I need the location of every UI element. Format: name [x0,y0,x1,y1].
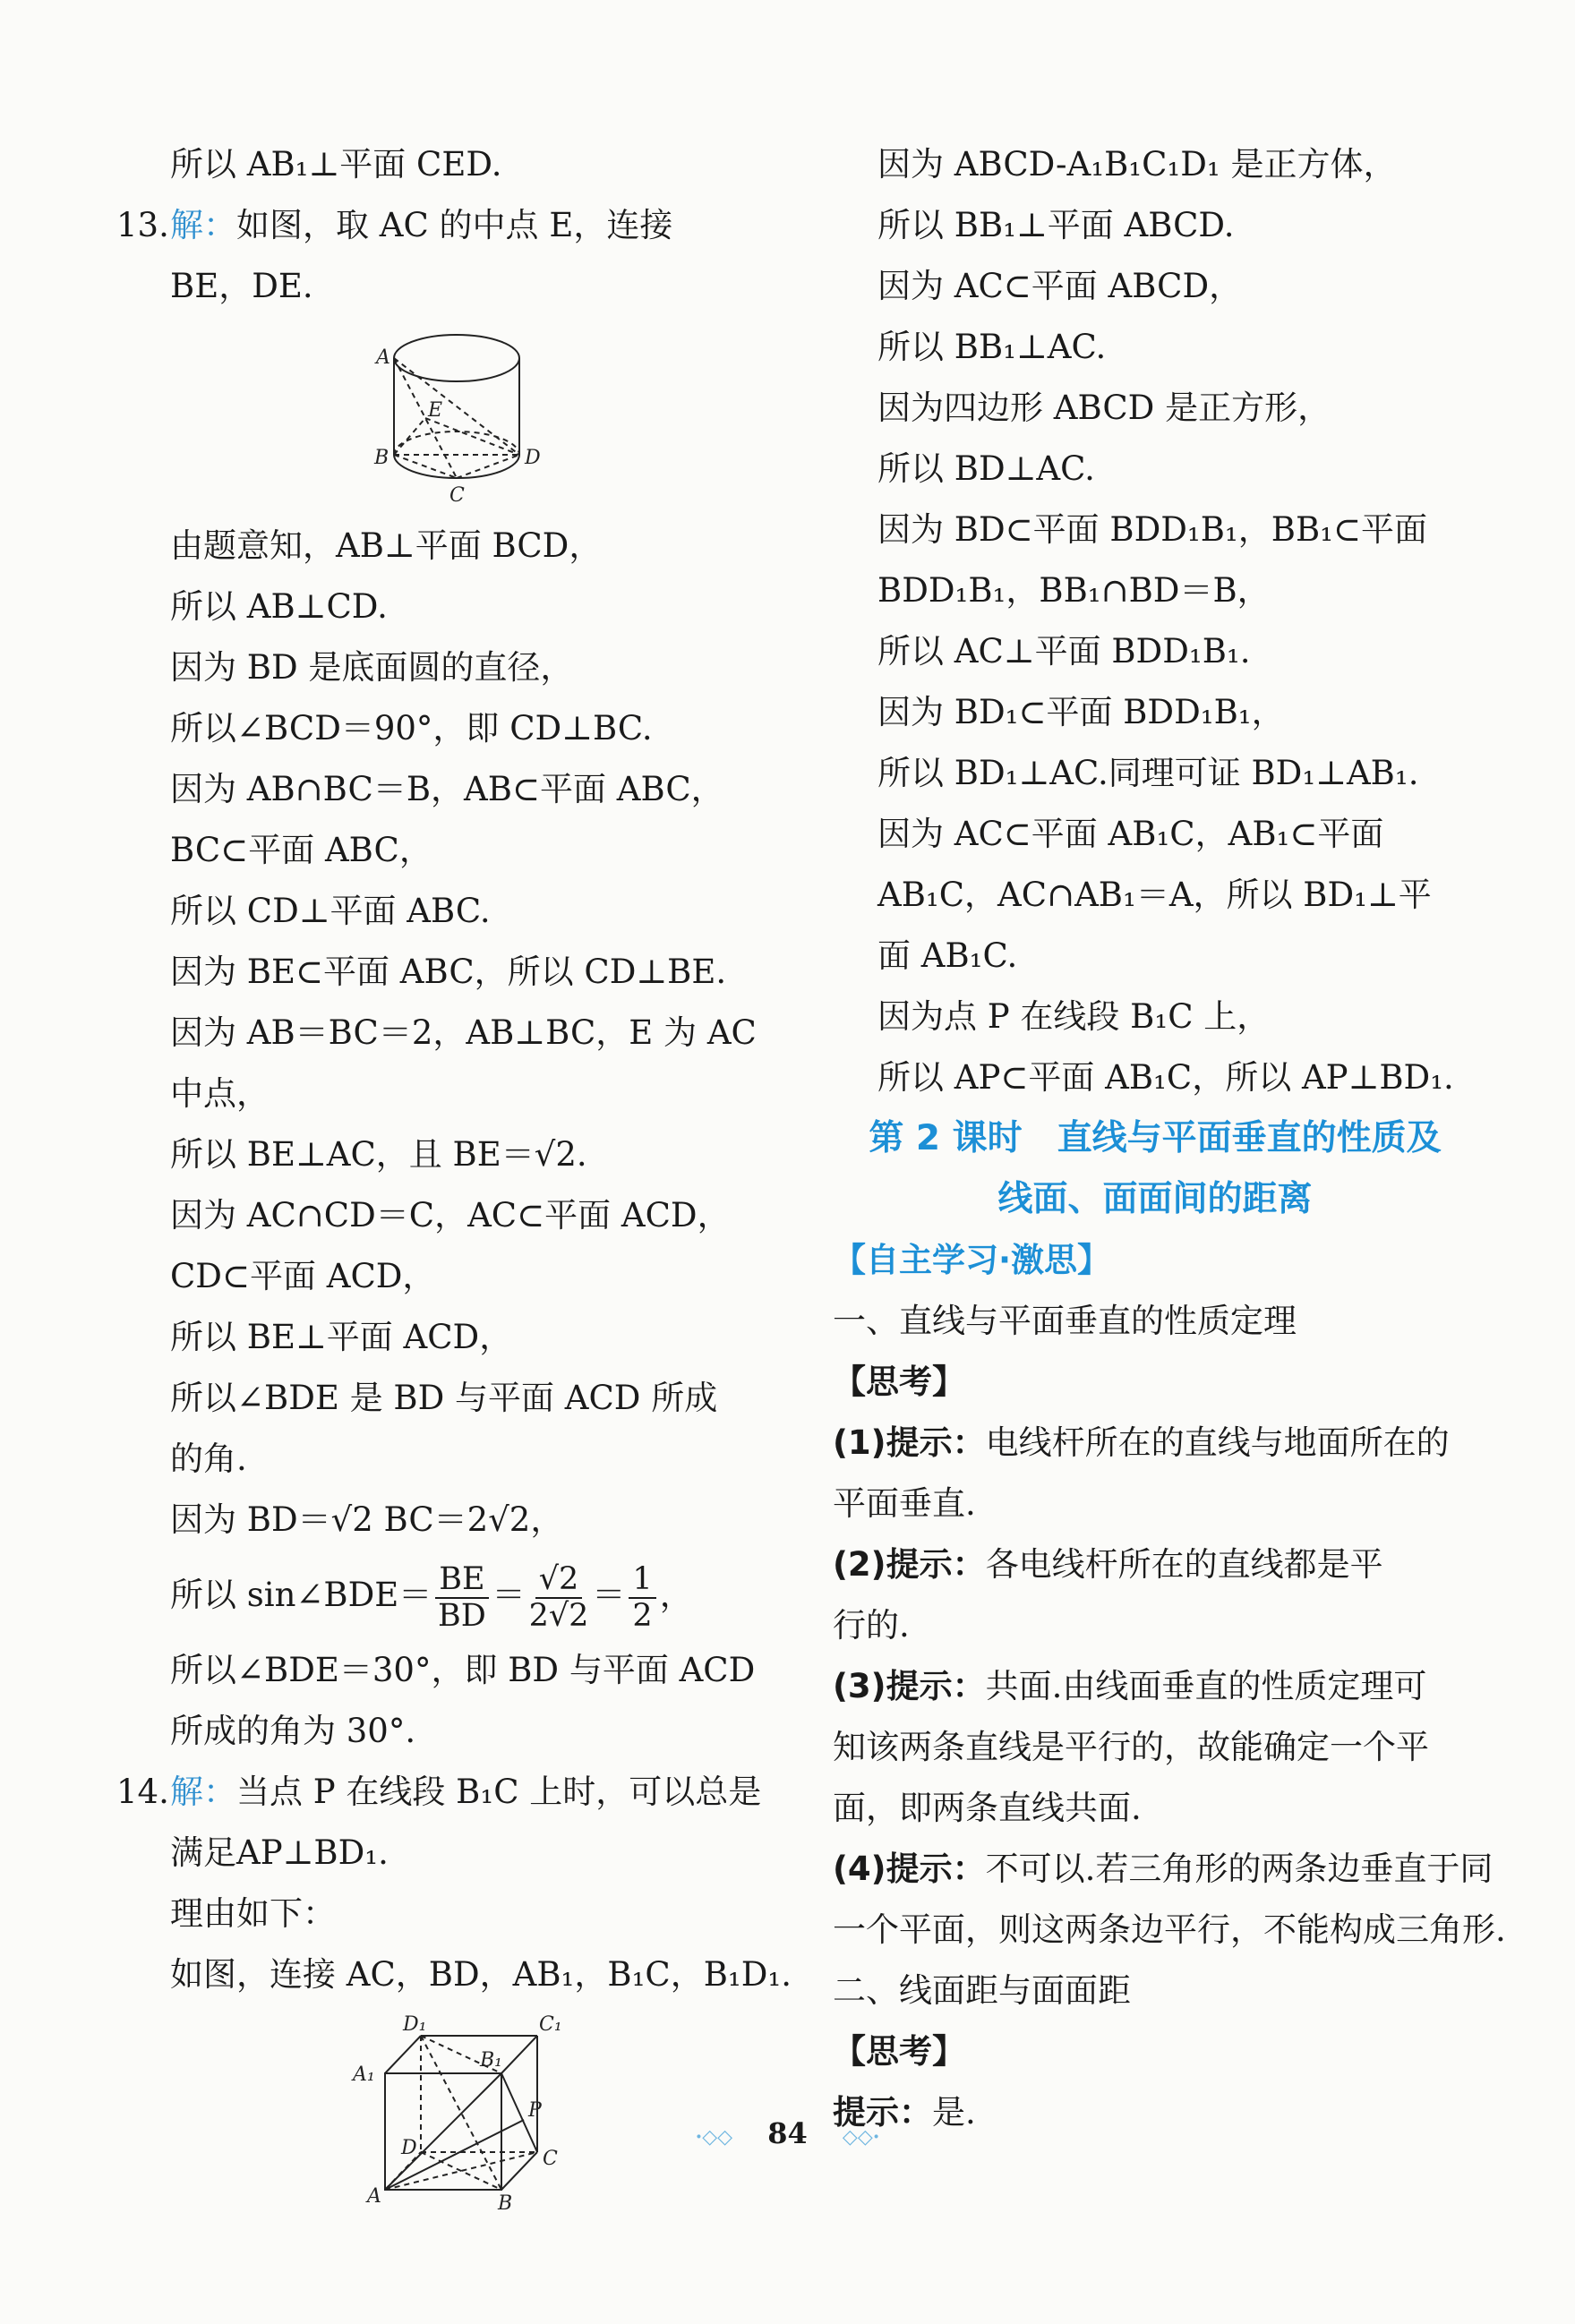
question-13-line [116,195,761,256]
text-line: 满足AP⊥BD₁. [170,1833,389,1872]
text-line: 面 AB₁C. [877,936,1018,975]
fraction-numerator: √2 [535,1562,583,1599]
question-number: 14. [116,1773,169,1811]
text-line: BDD₁B₁，BB₁∩BD＝B， [877,571,1271,610]
fraction-be-bd [435,1562,488,1633]
text-line: 由题意知，AB⊥平面 BCD， [170,526,603,565]
page-number: 84 [767,2116,808,2150]
fraction-denominator: BD [438,1597,486,1634]
text-line: 的角. [170,1440,247,1478]
text-line: 所以∠BCD＝90°，即 CD⊥BC. [170,709,653,748]
think-heading: 【思考】 [833,1363,965,1401]
text-line: 当点 P 在线段 B₁C 上时，可以总是 [236,1773,762,1811]
label-A: A [367,2185,381,2208]
fraction-numerator: 1 [629,1562,655,1599]
hint-text: 各电线杆所在的直线都是平 [985,1545,1383,1584]
hint-label: (3)提示： [833,1667,986,1705]
right-column [833,134,1506,2143]
hint-line [833,1778,1477,1839]
text-line: 所以 BB₁⊥平面 ABCD. [877,206,1235,244]
solution-tag: 解： [170,206,236,244]
text-line: 所以 AB₁⊥平面 CED. [170,145,502,184]
label-A: A [376,346,390,369]
hint-label: 提示： [833,2093,932,2132]
heading-distance: 二、线面距与面面距 [833,1971,1131,2010]
text-line: 因为 AC∩CD＝C，AC⊂平面 ACD， [170,1196,731,1235]
equals-sign: ＝ [492,1576,526,1614]
text-line: 所以 AC⊥平面 BDD₁B₁. [877,632,1251,671]
hint-line [833,1900,1506,1961]
hint-text: 平面垂直. [833,1484,976,1523]
hint-line [833,1595,1477,1656]
think-heading: 【思考】 [833,2032,965,2071]
fraction-denominator: 2 [632,1597,653,1634]
text-line: 因为四边形 ABCD 是正方形， [877,389,1331,427]
hint-label: (4)提示： [833,1850,986,1888]
hint-text: 面，即两条直线共面. [833,1789,1142,1827]
footer-decoration-right: ◇◇· [842,2125,880,2149]
fraction-half [629,1562,655,1633]
text-line: 因为 AC⊂平面 AB₁C，AB₁⊂平面 [877,815,1384,853]
hint-text: 电线杆所在的直线与地面所在的 [985,1423,1450,1462]
hint-line [833,1717,1477,1778]
text-line: 中点， [170,1074,270,1113]
text-line: CD⊂平面 ACD， [170,1257,436,1295]
hint-line [833,1656,1477,1717]
question-number: 13. [116,206,169,244]
text-line: 所以 BE⊥平面 ACD， [170,1318,513,1356]
text-line: 所以 BB₁⊥AC. [877,328,1107,366]
text-line: 因为点 P 在线段 B₁C 上， [877,997,1271,1036]
hint-label: (1)提示： [833,1423,986,1462]
fraction-numerator: BE [435,1562,488,1599]
cylinder-figure [116,322,761,510]
heading-perpendicular-property: 一、直线与平面垂直的性质定理 [833,1302,1297,1340]
fraction-denominator: 2√2 [528,1597,589,1634]
hint-line [833,1474,1477,1534]
hint-text: 一个平面，则这两条边平行，不能构成三角形. [833,1910,1506,1949]
solution-tag: 解： [170,1773,236,1811]
equals-sign: ＝ [592,1576,626,1614]
label-A1: A₁ [353,2063,375,2086]
text-line: 所以 AP⊂平面 AB₁C，所以 AP⊥BD₁. [877,1058,1454,1097]
text-line: 因为 ABCD-A₁B₁C₁D₁ 是正方体， [877,145,1397,184]
text-line: 所以∠BDE＝30°，即 BD 与平面 ACD [170,1651,756,1689]
text-line: 因为 BD 是底面圆的直径， [170,648,574,687]
text-line: AB₁C，AC∩AB₁＝A，所以 BD₁⊥平 [877,876,1432,914]
hint-text: 行的. [833,1606,910,1645]
text-line: 因为 BD⊂平面 BDD₁B₁，BB₁⊂平面 [877,510,1427,549]
label-E: E [428,399,443,422]
section-title-line-1: 第 2 课时 直线与平面垂直的性质及 [869,1118,1442,1158]
label-B: B [374,447,389,469]
hint-line [833,1534,1477,1595]
label-D1: D₁ [403,2013,427,2036]
text-line: 所以 BD⊥AC. [877,449,1095,488]
text-line: 因为 BD₁⊂平面 BDD₁B₁， [877,693,1285,731]
cylinder-diagram [116,322,761,510]
hint-text: 知该两条直线是平行的，故能确定一个平 [833,1728,1429,1766]
subsection-heading: 【自主学习·激思】 [833,1241,1111,1279]
label-C1: C₁ [539,2013,562,2036]
footer-decoration-left: ·◇◇ [695,2125,733,2149]
hint-text: 共面.由线面垂直的性质定理可 [985,1667,1427,1705]
hint-text: 是. [932,2093,976,2132]
text-line: BC⊂平面 ABC， [170,831,432,869]
text-line: 因为 AB∩BC＝B，AB⊂平面 ABC， [170,770,724,808]
sin-prefix: 所以 sin∠BDE＝ [170,1576,432,1614]
text-line: 所成的角为 30°. [170,1712,416,1750]
label-C: C [543,2148,558,2170]
text-line: 如图，取 AC 的中点 E，连接 [236,206,673,244]
text-line: 如图，连接 AC，BD，AB₁，B₁C，B₁D₁. [170,1955,792,1994]
hint-text: 不可以.若三角形的两条边垂直于同 [985,1850,1494,1888]
hint-line [833,1413,1477,1474]
label-D: D [401,2137,417,2159]
label-C: C [449,484,465,507]
hint-label: (2)提示： [833,1545,986,1584]
text-line: 所以∠BDE 是 BD 与平面 ACD 所成 [170,1379,718,1417]
text-line: BE，DE. [170,267,313,305]
label-D: D [525,447,541,469]
label-B1: B₁ [480,2049,502,2072]
label-B: B [498,2192,513,2215]
section-title-line-2: 线面、面面间的距离 [997,1179,1313,1219]
text-line: 所以 BE⊥AC，且 BE＝√2. [170,1135,587,1174]
text-line: 因为 BE⊂平面 ABC，所以 CD⊥BE. [170,953,727,991]
text-line: 理由如下： [170,1894,336,1933]
sin-equation-line [116,1551,761,1640]
page-footer [0,2113,1575,2166]
fraction-root [529,1562,589,1633]
text-line: 所以 AB⊥CD. [170,587,388,626]
text-line: 因为 AC⊂平面 ABCD， [877,267,1243,305]
text-line: 因为 BD＝√2 BC＝2√2， [170,1500,564,1539]
text-line: 所以 BD₁⊥AC.同理可证 BD₁⊥AB₁. [877,754,1419,792]
question-14-line [116,1762,761,1823]
text-line: 因为 AB＝BC＝2，AB⊥BC，E 为 AC [170,1013,757,1052]
comma: ， [659,1576,693,1614]
hint-line [833,1839,1494,1900]
text-line: 所以 CD⊥平面 ABC. [170,892,491,930]
label-P: P [528,2099,542,2122]
